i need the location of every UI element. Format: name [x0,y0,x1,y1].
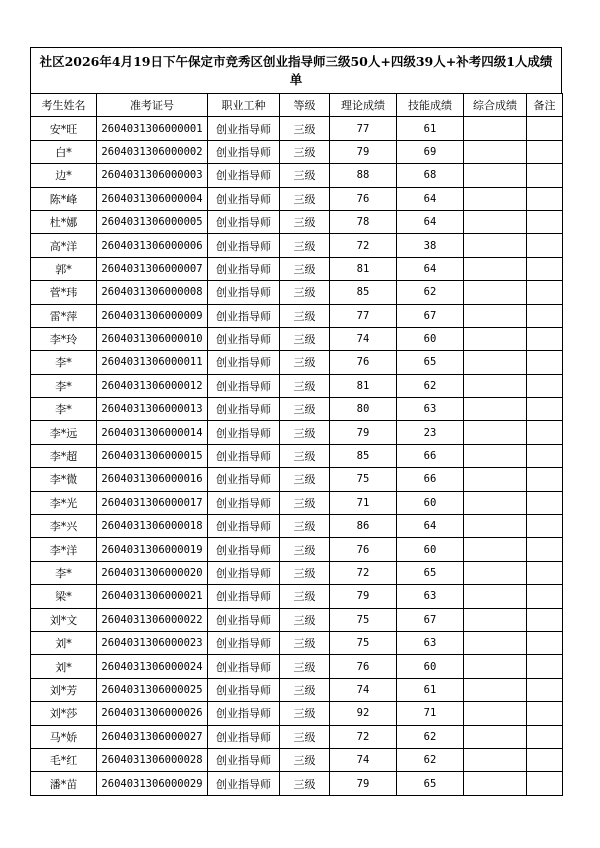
table-row [31,257,563,280]
cell-level: 三级 [280,374,330,397]
document-title: 社区2026年4月19日下午保定市竞秀区创业指导师三级50人+四级39人+补考四级1人成绩单 [30,47,562,93]
cell-level: 三级 [280,210,330,233]
cell-skill: 65 [397,351,464,374]
cell-job: 创业指导师 [208,585,280,608]
cell-exam-id: 2604031306000021 [97,585,208,608]
header-note: 备注 [527,94,563,117]
cell-skill: 65 [397,772,464,795]
cell-total [464,257,527,280]
table-row [31,538,563,561]
cell-skill: 23 [397,421,464,444]
cell-theory: 86 [330,515,397,538]
cell-job: 创业指导师 [208,140,280,163]
cell-theory: 76 [330,538,397,561]
cell-total [464,304,527,327]
header-theory: 理论成绩 [330,94,397,117]
cell-name: 李*洋 [31,538,97,561]
cell-level: 三级 [280,398,330,421]
cell-theory: 81 [330,257,397,280]
cell-note [527,468,563,491]
table-row [31,327,563,350]
cell-exam-id: 2604031306000017 [97,491,208,514]
cell-level: 三级 [280,631,330,654]
cell-exam-id: 2604031306000006 [97,234,208,257]
cell-exam-id: 2604031306000016 [97,468,208,491]
cell-exam-id: 2604031306000011 [97,351,208,374]
cell-name: 边* [31,164,97,187]
cell-exam-id: 2604031306000001 [97,117,208,140]
cell-skill: 67 [397,608,464,631]
cell-level: 三级 [280,140,330,163]
cell-skill: 64 [397,210,464,233]
cell-job: 创业指导师 [208,210,280,233]
cell-name: 李* [31,374,97,397]
cell-level: 三级 [280,351,330,374]
cell-note [527,187,563,210]
cell-total [464,585,527,608]
cell-skill: 61 [397,678,464,701]
cell-exam-id: 2604031306000028 [97,748,208,771]
cell-total [464,561,527,584]
cell-level: 三级 [280,444,330,467]
cell-name: 李* [31,398,97,421]
cell-theory: 79 [330,772,397,795]
cell-exam-id: 2604031306000024 [97,655,208,678]
cell-skill: 64 [397,515,464,538]
cell-exam-id: 2604031306000015 [97,444,208,467]
table-row [31,491,563,514]
cell-note [527,748,563,771]
table-row [31,585,563,608]
table-row [31,468,563,491]
cell-theory: 76 [330,351,397,374]
table-row [31,772,563,795]
table-row [31,561,563,584]
cell-theory: 74 [330,327,397,350]
cell-skill: 66 [397,444,464,467]
cell-theory: 74 [330,678,397,701]
cell-exam-id: 2604031306000022 [97,608,208,631]
cell-job: 创业指导师 [208,491,280,514]
cell-job: 创业指导师 [208,257,280,280]
cell-note [527,257,563,280]
cell-total [464,608,527,631]
cell-name: 李*光 [31,491,97,514]
cell-theory: 80 [330,398,397,421]
cell-skill: 61 [397,117,464,140]
cell-job: 创业指导师 [208,421,280,444]
cell-level: 三级 [280,304,330,327]
cell-level: 三级 [280,421,330,444]
cell-skill: 60 [397,327,464,350]
cell-job: 创业指导师 [208,351,280,374]
cell-theory: 81 [330,374,397,397]
cell-total [464,444,527,467]
cell-job: 创业指导师 [208,772,280,795]
cell-theory: 79 [330,585,397,608]
cell-skill: 64 [397,257,464,280]
cell-total [464,725,527,748]
cell-theory: 78 [330,210,397,233]
cell-job: 创业指导师 [208,327,280,350]
cell-exam-id: 2604031306000005 [97,210,208,233]
cell-exam-id: 2604031306000019 [97,538,208,561]
cell-skill: 63 [397,631,464,654]
cell-level: 三级 [280,585,330,608]
cell-exam-id: 2604031306000018 [97,515,208,538]
table-row [31,351,563,374]
cell-theory: 75 [330,608,397,631]
cell-total [464,772,527,795]
cell-skill: 71 [397,702,464,725]
cell-skill: 38 [397,234,464,257]
table-row [31,234,563,257]
cell-level: 三级 [280,257,330,280]
score-sheet [30,47,562,796]
table-row [31,444,563,467]
table-row [31,398,563,421]
cell-skill: 63 [397,398,464,421]
cell-level: 三级 [280,234,330,257]
score-table [30,93,563,796]
cell-skill: 60 [397,655,464,678]
cell-theory: 88 [330,164,397,187]
cell-exam-id: 2604031306000020 [97,561,208,584]
cell-skill: 62 [397,748,464,771]
cell-job: 创业指导师 [208,117,280,140]
cell-exam-id: 2604031306000014 [97,421,208,444]
cell-note [527,538,563,561]
cell-exam-id: 2604031306000023 [97,631,208,654]
cell-total [464,515,527,538]
cell-exam-id: 2604031306000025 [97,678,208,701]
cell-skill: 62 [397,374,464,397]
cell-total [464,678,527,701]
header-skill: 技能成绩 [397,94,464,117]
cell-job: 创业指导师 [208,304,280,327]
table-row [31,210,563,233]
cell-total [464,117,527,140]
table-row [31,655,563,678]
cell-level: 三级 [280,702,330,725]
cell-note [527,327,563,350]
cell-theory: 77 [330,304,397,327]
cell-note [527,281,563,304]
cell-theory: 75 [330,631,397,654]
cell-name: 李*玲 [31,327,97,350]
cell-total [464,631,527,654]
table-row [31,608,563,631]
cell-note [527,304,563,327]
cell-level: 三级 [280,327,330,350]
cell-level: 三级 [280,187,330,210]
cell-note [527,374,563,397]
cell-job: 创业指导师 [208,281,280,304]
cell-theory: 72 [330,725,397,748]
table-row [31,281,563,304]
cell-exam-id: 2604031306000004 [97,187,208,210]
table-row [31,421,563,444]
cell-name: 刘* [31,631,97,654]
cell-name: 李* [31,561,97,584]
cell-skill: 62 [397,725,464,748]
table-row [31,117,563,140]
cell-theory: 72 [330,561,397,584]
cell-note [527,444,563,467]
cell-job: 创业指导师 [208,702,280,725]
cell-exam-id: 2604031306000008 [97,281,208,304]
cell-job: 创业指导师 [208,655,280,678]
cell-note [527,772,563,795]
cell-exam-id: 2604031306000003 [97,164,208,187]
cell-theory: 79 [330,421,397,444]
cell-name: 刘* [31,655,97,678]
cell-total [464,374,527,397]
cell-job: 创业指导师 [208,748,280,771]
cell-level: 三级 [280,725,330,748]
cell-total [464,748,527,771]
table-row [31,140,563,163]
cell-level: 三级 [280,468,330,491]
cell-total [464,351,527,374]
table-row [31,374,563,397]
cell-exam-id: 2604031306000009 [97,304,208,327]
header-total: 综合成绩 [464,94,527,117]
cell-note [527,491,563,514]
cell-total [464,281,527,304]
cell-name: 毛*红 [31,748,97,771]
table-row [31,631,563,654]
cell-job: 创业指导师 [208,678,280,701]
cell-skill: 69 [397,140,464,163]
cell-note [527,351,563,374]
table-row [31,304,563,327]
cell-name: 李*远 [31,421,97,444]
cell-total [464,187,527,210]
cell-name: 马*娇 [31,725,97,748]
cell-note [527,725,563,748]
cell-name: 潘*苗 [31,772,97,795]
cell-level: 三级 [280,281,330,304]
cell-name: 陈*峰 [31,187,97,210]
cell-total [464,655,527,678]
cell-job: 创业指导师 [208,608,280,631]
header-row [31,94,563,117]
cell-job: 创业指导师 [208,561,280,584]
cell-note [527,655,563,678]
header-level: 等级 [280,94,330,117]
header-exam-id: 准考证号 [97,94,208,117]
cell-level: 三级 [280,772,330,795]
cell-note [527,117,563,140]
cell-name: 刘*莎 [31,702,97,725]
table-row [31,515,563,538]
cell-skill: 60 [397,491,464,514]
table-row [31,187,563,210]
cell-name: 刘*文 [31,608,97,631]
cell-name: 梁* [31,585,97,608]
cell-name: 刘*芳 [31,678,97,701]
cell-level: 三级 [280,748,330,771]
table-row [31,702,563,725]
cell-theory: 77 [330,117,397,140]
cell-job: 创业指导师 [208,631,280,654]
cell-theory: 92 [330,702,397,725]
cell-note [527,561,563,584]
cell-exam-id: 2604031306000027 [97,725,208,748]
cell-job: 创业指导师 [208,468,280,491]
cell-exam-id: 2604031306000007 [97,257,208,280]
cell-note [527,515,563,538]
cell-note [527,585,563,608]
cell-total [464,491,527,514]
header-job: 职业工种 [208,94,280,117]
cell-total [464,468,527,491]
cell-name: 李*兴 [31,515,97,538]
cell-theory: 75 [330,468,397,491]
cell-level: 三级 [280,515,330,538]
cell-job: 创业指导师 [208,725,280,748]
cell-level: 三级 [280,655,330,678]
cell-total [464,234,527,257]
cell-exam-id: 2604031306000010 [97,327,208,350]
cell-level: 三级 [280,491,330,514]
cell-job: 创业指导师 [208,398,280,421]
cell-name: 郭* [31,257,97,280]
cell-theory: 71 [330,491,397,514]
cell-note [527,210,563,233]
cell-name: 杜*娜 [31,210,97,233]
cell-exam-id: 2604031306000012 [97,374,208,397]
cell-name: 高*洋 [31,234,97,257]
cell-level: 三级 [280,164,330,187]
header-name: 考生姓名 [31,94,97,117]
cell-theory: 85 [330,444,397,467]
cell-job: 创业指导师 [208,538,280,561]
cell-level: 三级 [280,561,330,584]
cell-job: 创业指导师 [208,374,280,397]
cell-skill: 62 [397,281,464,304]
cell-exam-id: 2604031306000029 [97,772,208,795]
cell-name: 李* [31,351,97,374]
cell-level: 三级 [280,608,330,631]
cell-note [527,164,563,187]
cell-level: 三级 [280,538,330,561]
cell-theory: 85 [330,281,397,304]
cell-total [464,210,527,233]
cell-job: 创业指导师 [208,164,280,187]
cell-name: 雷*萍 [31,304,97,327]
cell-name: 白* [31,140,97,163]
cell-skill: 60 [397,538,464,561]
cell-note [527,421,563,444]
cell-theory: 76 [330,655,397,678]
cell-level: 三级 [280,117,330,140]
cell-total [464,398,527,421]
cell-total [464,421,527,444]
cell-exam-id: 2604031306000002 [97,140,208,163]
table-body [31,117,563,795]
cell-job: 创业指导师 [208,444,280,467]
cell-theory: 74 [330,748,397,771]
cell-job: 创业指导师 [208,515,280,538]
cell-total [464,164,527,187]
cell-skill: 63 [397,585,464,608]
table-row [31,725,563,748]
cell-name: 安*旺 [31,117,97,140]
cell-name: 菅*玮 [31,281,97,304]
cell-job: 创业指导师 [208,234,280,257]
cell-note [527,140,563,163]
cell-skill: 64 [397,187,464,210]
cell-total [464,327,527,350]
cell-skill: 65 [397,561,464,584]
cell-note [527,631,563,654]
cell-note [527,678,563,701]
cell-theory: 79 [330,140,397,163]
cell-theory: 76 [330,187,397,210]
cell-level: 三级 [280,678,330,701]
cell-note [527,608,563,631]
cell-skill: 67 [397,304,464,327]
table-row [31,164,563,187]
cell-name: 李*超 [31,444,97,467]
cell-name: 李*微 [31,468,97,491]
cell-total [464,538,527,561]
cell-note [527,702,563,725]
cell-note [527,398,563,421]
cell-exam-id: 2604031306000026 [97,702,208,725]
cell-skill: 66 [397,468,464,491]
table-row [31,748,563,771]
cell-total [464,140,527,163]
cell-total [464,702,527,725]
cell-theory: 72 [330,234,397,257]
cell-note [527,234,563,257]
cell-skill: 68 [397,164,464,187]
cell-exam-id: 2604031306000013 [97,398,208,421]
cell-job: 创业指导师 [208,187,280,210]
table-row [31,678,563,701]
